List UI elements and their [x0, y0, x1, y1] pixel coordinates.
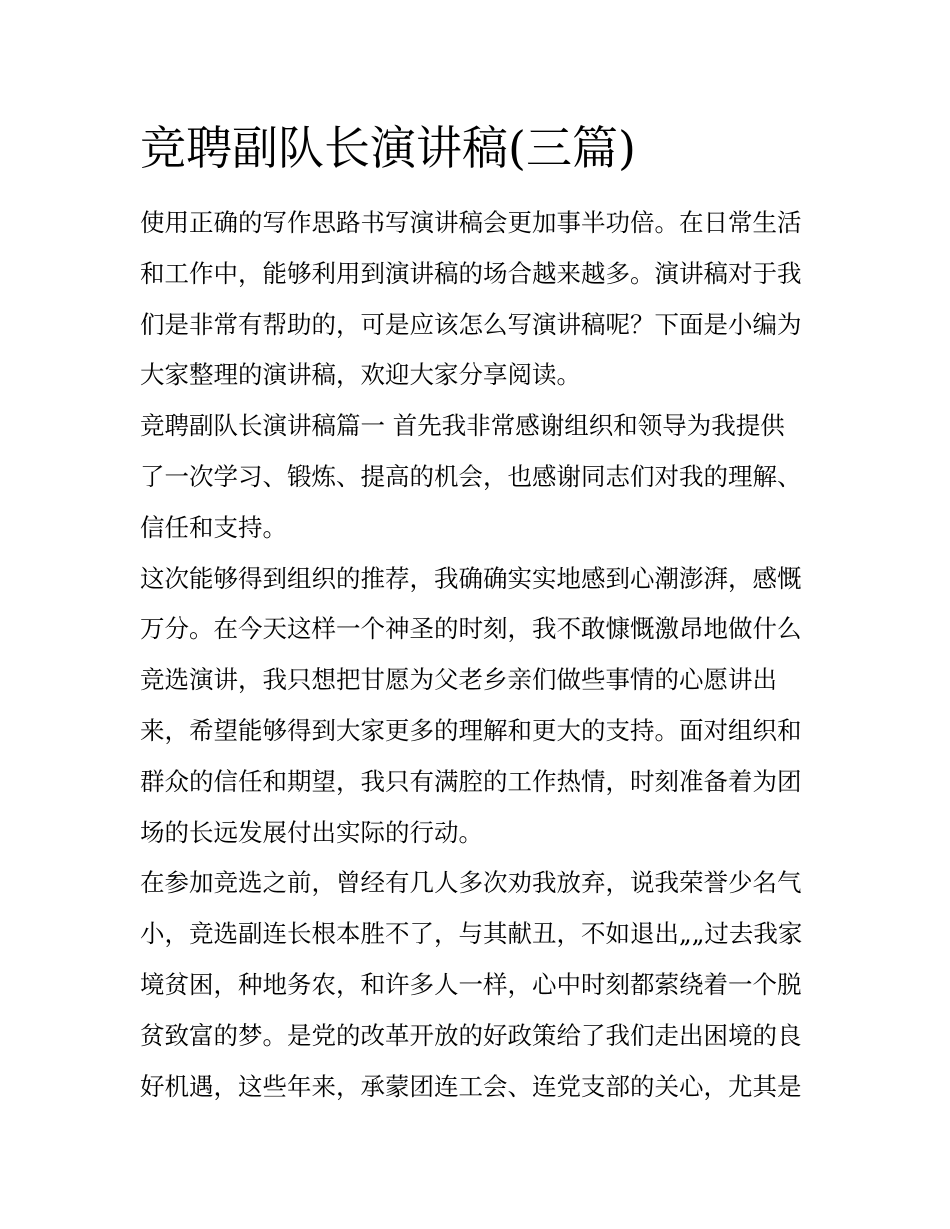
document-body [140, 198, 820, 1112]
text-line: 好机遇，这些年来，承蒙团连工会、连党支部的关心，尤其是 [140, 1071, 802, 1101]
text-line: 群众的信任和期望，我只有满腔的工作热情，时刻准备着为团 [140, 766, 802, 796]
text-line: 信任和支持。 [140, 512, 287, 542]
text-line: 们是非常有帮助的，可是应该怎么写演讲稿呢？下面是小编为 [140, 309, 802, 339]
text-line: 场的长远发展付出实际的行动。 [140, 817, 483, 847]
text-line: 和工作中，能够利用到演讲稿的场合越来越多。演讲稿对于我 [140, 258, 802, 288]
text-line: 万分。在今天这样一个神圣的时刻，我不敢慷慨激昂地做什么 [140, 614, 802, 644]
text-line: 竞聘副队长演讲稿篇一 首先我非常感谢组织和领导为我提供 [140, 411, 785, 441]
document-title: 竞聘副队长演讲稿(三篇) [140, 121, 636, 175]
text-line: 了一次学习、锻炼、提高的机会，也感谢同志们对我的理解、 [140, 461, 802, 491]
text-line: 贫致富的梦。是党的改革开放的好政策给了我们走出困境的良 [140, 1020, 802, 1050]
text-line: 竞选演讲，我只想把甘愿为父老乡亲们做些事情的心愿讲出 [140, 665, 777, 695]
text-line: 小，竞选副连长根本胜不了，与其献丑，不如退出„„过去我家 [140, 919, 803, 949]
text-line: 大家整理的演讲稿，欢迎大家分享阅读。 [140, 360, 581, 390]
text-line: 使用正确的写作思路书写演讲稿会更加事半功倍。在日常生活 [140, 208, 802, 237]
text-line: 这次能够得到组织的推荐，我确确实实地感到心潮澎湃，感慨 [140, 563, 802, 593]
text-line: 境贫困，种地务农，和许多人一样，心中时刻都萦绕着一个脱 [140, 969, 802, 999]
text-line: 在参加竞选之前，曾经有几人多次劝我放弃，说我荣誉少名气 [140, 868, 802, 898]
text-line: 来，希望能够得到大家更多的理解和更大的支持。面对组织和 [140, 715, 802, 745]
